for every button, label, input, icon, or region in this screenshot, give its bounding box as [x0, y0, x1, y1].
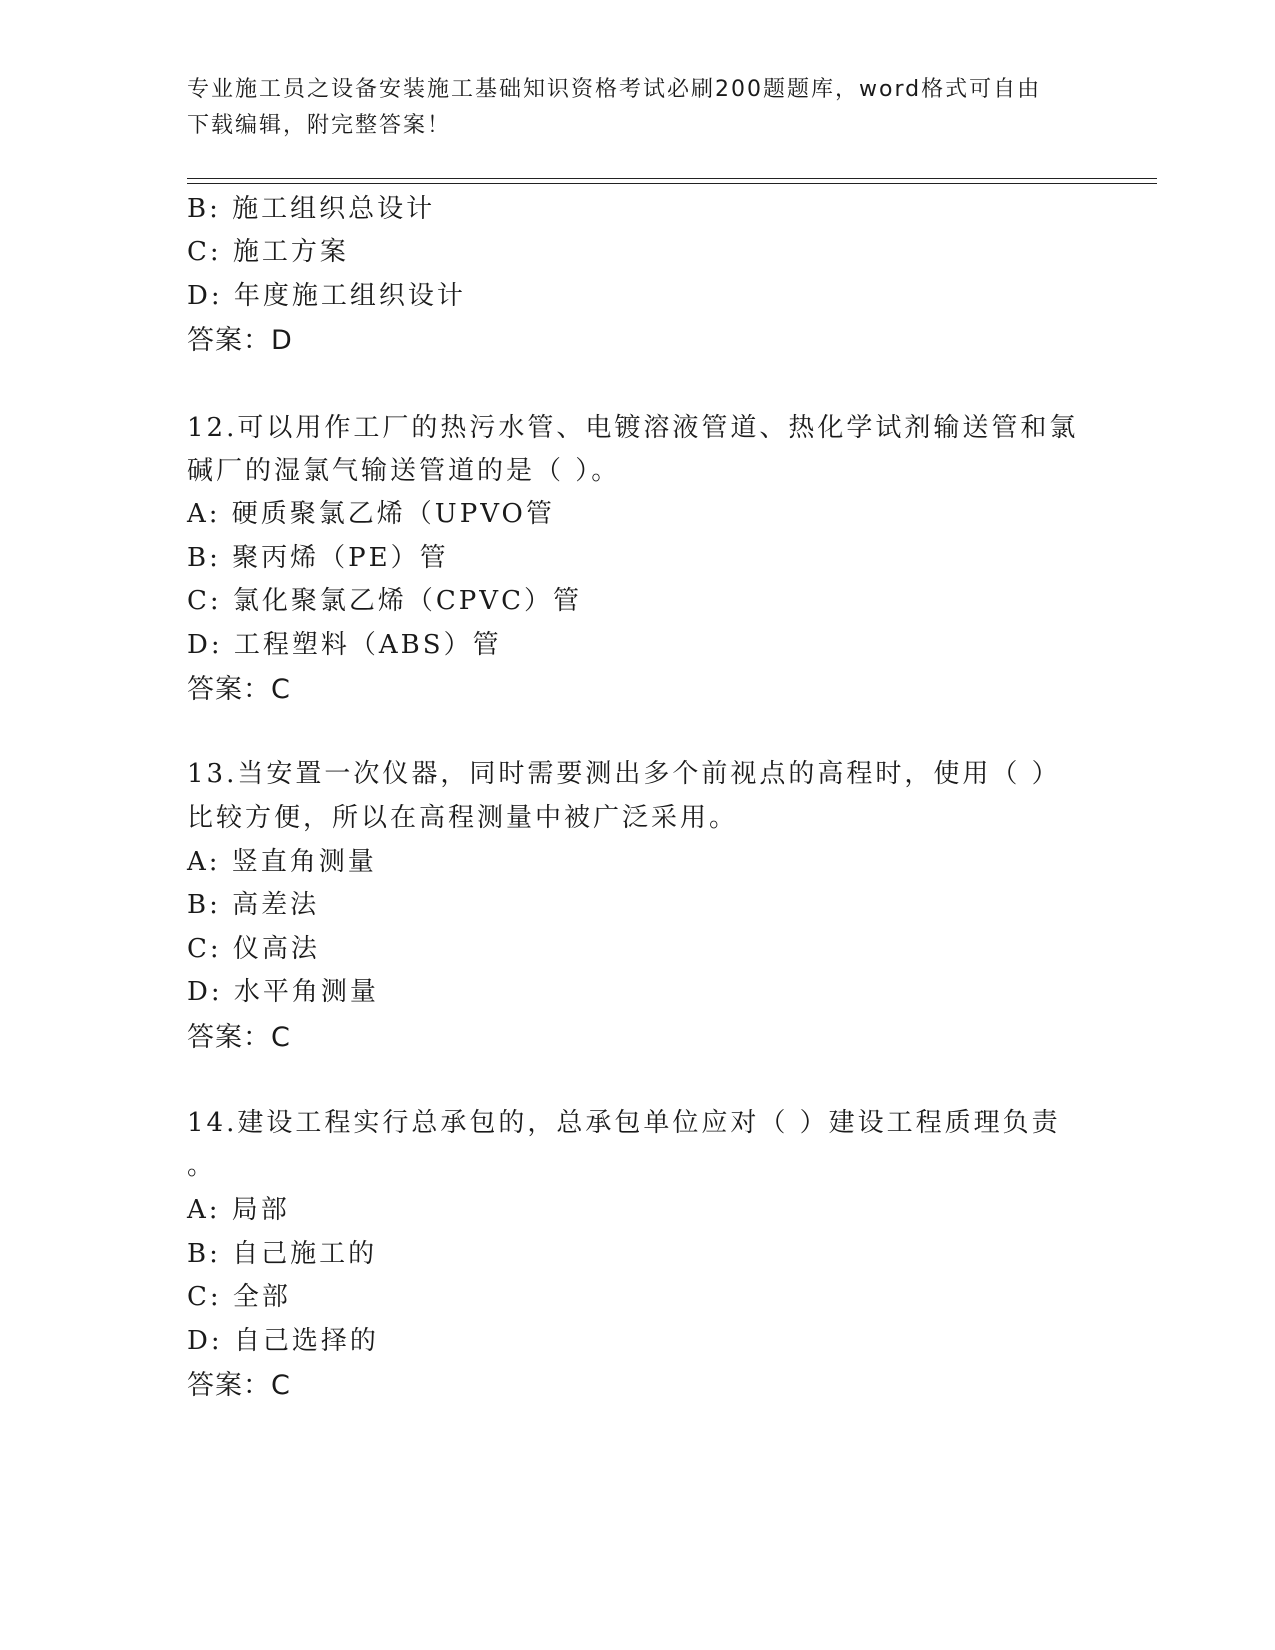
- option-c: C: 全部: [187, 1282, 291, 1312]
- question-stem-line: 碱厂的湿氯气输送管道的是（ ）。: [187, 456, 621, 486]
- option-c: C: 施工方案: [187, 237, 349, 267]
- header-line-1: 专业施工员之设备安装施工基础知识资格考试必刷200题题库，word格式可自由: [187, 77, 1042, 102]
- option-b: B: 高差法: [187, 890, 320, 920]
- option-a: A: 局部: [187, 1195, 290, 1225]
- answer: 答案：C: [187, 674, 291, 705]
- document-header: [187, 72, 1067, 144]
- option-b: B: 聚丙烯（PE）管: [187, 543, 449, 573]
- question-stem-line: 12.可以用作工厂的热污水管、电镀溶液管道、热化学试剂输送管和氯: [187, 413, 1079, 443]
- question-stem-line: 比较方便，所以在高程测量中被广泛采用。: [187, 803, 739, 833]
- question-stem-line: 14.建设工程实行总承包的，总承包单位应对（ ）建设工程质理负责: [187, 1108, 1061, 1138]
- option-b: B: 自己施工的: [187, 1239, 378, 1269]
- option-d: D: 水平角测量: [187, 977, 379, 1007]
- option-a: A: 竖直角测量: [187, 847, 377, 877]
- answer: 答案：C: [187, 1022, 291, 1053]
- option-d: D: 工程塑料（ABS）管: [187, 630, 502, 660]
- header-divider-top: [187, 178, 1157, 179]
- option-a: A: 硬质聚氯乙烯（UPVO管: [187, 499, 555, 529]
- option-d: D: 自己选择的: [187, 1326, 379, 1356]
- question-stem-line: 13.当安置一次仪器，同时需要测出多个前视点的高程时，使用（ ）: [187, 759, 1061, 789]
- option-c: C: 仪高法: [187, 934, 320, 964]
- option-d: D: 年度施工组织设计: [187, 281, 466, 311]
- answer: 答案：D: [187, 325, 293, 356]
- answer: 答案：C: [187, 1370, 291, 1401]
- option-b: B: 施工组织总设计: [187, 194, 436, 224]
- option-c: C: 氯化聚氯乙烯（CPVC）管: [187, 586, 582, 616]
- header-line-2: 下载编辑，附完整答案！: [187, 113, 452, 138]
- question-stem-line: 。: [187, 1151, 217, 1181]
- header-divider-bottom: [187, 183, 1157, 184]
